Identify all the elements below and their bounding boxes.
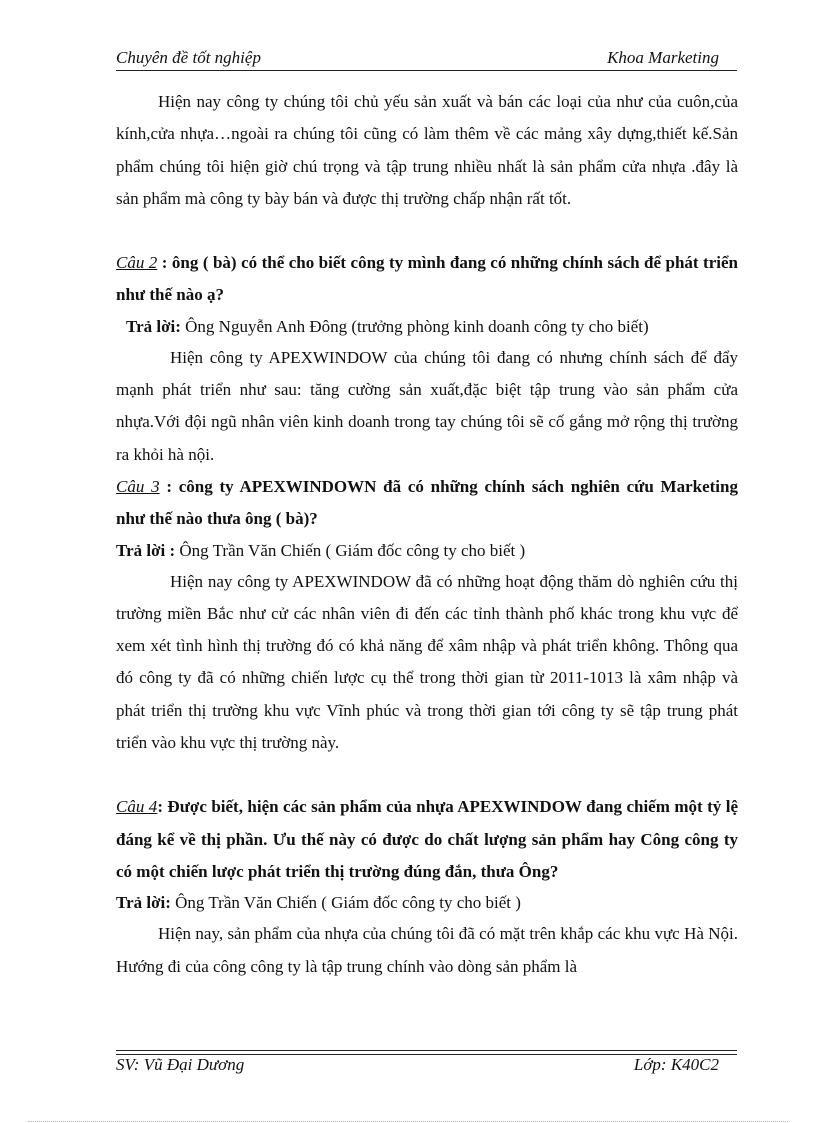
answer-2-person: Ông Nguyễn Anh Đông (trưởng phòng kinh doanh công ty cho biết) xyxy=(180,316,649,336)
page-header xyxy=(116,48,737,70)
answer-2-heading xyxy=(116,312,738,342)
question-4 xyxy=(116,791,738,888)
spacer xyxy=(116,759,738,791)
question-2-label: Câu 2 xyxy=(116,253,158,273)
footer-left: SV: Vũ Đại Dương xyxy=(116,1055,245,1074)
answer-3-heading xyxy=(116,536,738,566)
answer-3-person: Ông Trần Văn Chiến ( Giám đốc công ty cho biết ) xyxy=(175,540,526,560)
header-rule xyxy=(116,70,737,71)
page-footer xyxy=(116,1055,737,1077)
question-3 xyxy=(116,471,738,536)
question-3-label: Câu 3 xyxy=(116,476,160,496)
answer-4-person: Ông Trần Văn Chiến ( Giám đốc công ty cho biết ) xyxy=(170,893,521,913)
answer-3-paragraph: Hiện nay công ty APEXWINDOW đã có những hoạt động thăm dò nghiên cứu thị trường miền Bắc như cử các nhân viên đi đến các tỉnh thành phố khác trong khu vực để xem xét tình hình thị trường đó có khả năng để xâm nhập và phát triển không. Thông qua đó công ty đã có những chiến lược cụ thể trong thời gian từ 2011-1013 là xâm nhập và phát triển thị trường khu vực Vĩnh phúc và trong thời gian tới công ty sẽ tập trung phát triển vào khu vực thị trường này. xyxy=(116,571,738,753)
question-2 xyxy=(116,247,738,312)
question-4-label: Câu 4 xyxy=(116,797,158,817)
answer-4-heading xyxy=(116,888,738,918)
answer-4-label: Trả lời: xyxy=(116,893,171,913)
intro-paragraph: Hiện nay công ty chúng tôi chủ yếu sản xuất và bán các loại của như của cuôn,của kính,cửa nhựa…ngoài ra chúng tôi cũng có làm thêm về các mảng xây dựng,thiết kế.Sản phẩm chúng tôi hiện giờ chú trọng và tập trung nhiều nhất là sản phẩm cửa nhựa .đây là sản phẩm mà công ty bày bán và được thị trường chấp nhận rất tốt. xyxy=(116,92,738,208)
header-left: Chuyên đề tốt nghiệp xyxy=(116,48,261,67)
spacer xyxy=(116,215,738,247)
answer-4-paragraph: Hiện nay, sản phẩm của nhựa của chúng tôi đã có mặt trên khắp các khu vực Hà Nội. Hướng đi của công công ty là tập trung chính vào dòng sản phẩm là xyxy=(116,924,738,976)
document-body xyxy=(116,86,738,983)
answer-2-label: Trả lời: xyxy=(126,316,181,336)
question-3-text: : công ty APEXWINDOWN đã có những chính sách nghiên cứu Marketing như thế nào thưa ông ( bà)? xyxy=(116,476,738,529)
footer-right: Lớp: K40C2 xyxy=(633,1055,719,1074)
question-4-text: : Được biết, hiện các sản phẩm của nhựa APEXWINDOW đang chiếm một tỷ lệ đáng kể về thị phần. Ưu thế này có được do chất lượng sản phẩm hay Công công ty có một chiến lược phát triển thị trường đúng đắn, thưa Ông? xyxy=(116,797,738,881)
answer-3-label: Trả lời : xyxy=(116,540,176,560)
page-bottom-dotted-line xyxy=(28,1121,788,1122)
header-right: Khoa Marketing xyxy=(607,48,719,67)
question-2-text: : ông ( bà) có thể cho biết công ty mình đang có những chính sách để phát triển như thế nào ạ? xyxy=(116,253,738,305)
answer-2-paragraph: Hiện công ty APEXWINDOW của chúng tôi đang có nhưng chính sách để đẩy mạnh phát triển như sau: tăng cường sản xuất,đặc biệt tập trung vào sản phẩm cửa nhựa.Với đội ngũ nhân viên kinh doanh trong tay chúng tôi sẽ cố gắng mở rộng thị trường ra khỏi hà nội. xyxy=(116,347,738,464)
